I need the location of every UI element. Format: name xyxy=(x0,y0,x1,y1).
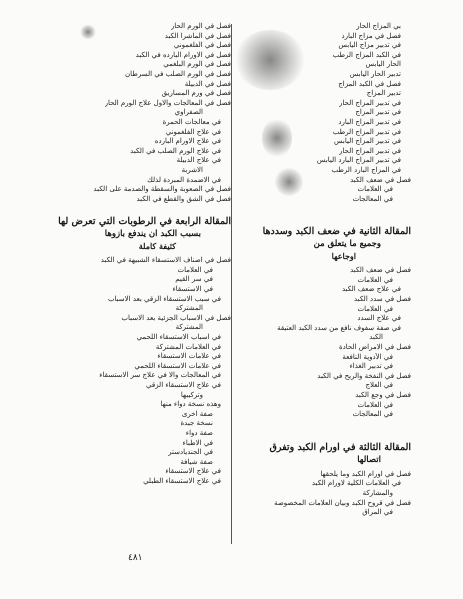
heading-line: المقالة الثانية في ضعف الكبد وسددها xyxy=(262,226,411,238)
heading-line: وجميع ما يتعلق من xyxy=(313,239,381,250)
toc-entry-title: في صفة سفوف نافع من سدد الكبد العتيقة xyxy=(277,323,401,332)
toc-entry-title: المشتركة xyxy=(175,323,203,332)
toc-entry-title: في تدبير المزاج اليابس xyxy=(333,137,401,146)
toc-entry-title: فصل في ورم المساريق xyxy=(161,89,231,98)
toc-entry xyxy=(53,371,231,381)
toc-entry-title: في اسباب الاستسقاء اللحمي xyxy=(136,333,221,342)
toc-entry xyxy=(233,314,411,324)
toc-entry-title: في المزاج البارد الرطب xyxy=(331,165,401,174)
toc-entry xyxy=(233,401,411,411)
toc-entry xyxy=(233,32,411,42)
page-number: ٤٨١ xyxy=(128,553,143,563)
toc-entry-title: في تدبير المزاج الحار xyxy=(339,146,401,155)
toc-entry xyxy=(53,32,231,42)
toc-entry xyxy=(233,470,411,480)
toc-entry xyxy=(233,285,411,295)
toc-entry xyxy=(53,195,231,205)
toc-entry xyxy=(53,295,231,305)
toc-list xyxy=(233,266,411,420)
toc-entry xyxy=(53,176,231,186)
toc-entry xyxy=(233,137,411,147)
toc-entry xyxy=(53,70,231,80)
toc-entry-title: تدبير الحار اليابس xyxy=(349,69,401,78)
toc-entry xyxy=(53,314,231,324)
toc-entry xyxy=(233,41,411,51)
toc-entry-title: في العلامات xyxy=(357,304,393,313)
toc-entry xyxy=(53,51,231,61)
toc-entry xyxy=(233,381,411,391)
toc-entry-title: في الاطباء xyxy=(182,438,213,447)
toc-entry xyxy=(233,99,411,109)
toc-entry-title: في علاج الورم الصلب في الكبد xyxy=(130,146,221,155)
toc-list xyxy=(53,22,231,204)
toc-entry-title: في علاج الفلغموني xyxy=(165,127,221,136)
toc-entry-title: فصل في قروح الكبد وبيان العلامات المخصوصة xyxy=(274,498,411,507)
toc-entry-title: في الأدوية النافعة xyxy=(342,352,393,361)
toc-entry xyxy=(233,324,411,334)
toc-entry-title: في المعالجات xyxy=(352,410,393,419)
toc-entry-title: في العلامات xyxy=(357,400,393,409)
toc-entry xyxy=(233,22,411,32)
toc-entry-title: في معالجات الحمرة xyxy=(162,117,221,126)
toc-entry xyxy=(233,305,411,315)
toc-entry xyxy=(53,147,231,157)
toc-entry xyxy=(233,51,411,61)
toc-entry xyxy=(53,89,231,99)
toc-list xyxy=(53,256,231,486)
toc-entry-title: الكبد xyxy=(369,333,383,342)
toc-entry-title: فصل في الامراض الحادة xyxy=(338,343,411,352)
toc-entry-title: فصل في ضعف الكبد xyxy=(350,175,411,184)
heading-line: المقالة الرابعة في الرطوبات التي تعرض لها xyxy=(58,216,231,228)
toc-entry-title: المشتركة xyxy=(175,304,203,313)
toc-entry-title: في المعالجات xyxy=(352,194,393,203)
toc-entry xyxy=(233,60,411,70)
toc-entry-title: الاشربة xyxy=(181,165,203,174)
toc-entry-title: فصل في الدبيلة xyxy=(184,79,231,88)
toc-entry-title: وتركيبها xyxy=(180,390,203,399)
toc-entry-title: والمشاركة xyxy=(362,488,393,497)
toc-entry-title: في العلامات xyxy=(357,185,393,194)
toc-entry xyxy=(53,60,231,70)
toc-entry xyxy=(53,80,231,90)
toc-entry xyxy=(233,89,411,99)
heading-line: كثيفة كاملة xyxy=(138,241,176,252)
toc-entry xyxy=(53,400,231,410)
toc-entry xyxy=(53,22,231,32)
toc-entry-title: فصل في الفلغموني xyxy=(173,41,231,50)
toc-entry-title: فصل في الورم الصلب في السرطان xyxy=(125,69,231,78)
toc-entry-title: في العلاج xyxy=(365,381,393,390)
toc-entry-title: في علامات الاستسقاء اللحمي xyxy=(134,361,221,370)
toc-entry-title: في العلامات الكلية لاورام الكبد xyxy=(311,479,401,488)
toc-entry xyxy=(53,275,231,285)
toc-entry xyxy=(53,304,231,314)
toc-entry-title: فصل في الصعوبة والسقطة والصدمة على الكبد xyxy=(93,185,231,194)
section-heading xyxy=(233,226,411,262)
toc-entry-title: صفة اخرى xyxy=(181,409,213,418)
toc-entry xyxy=(53,352,231,362)
toc-entry-title: في علامات الاستسقاء xyxy=(157,352,221,361)
toc-entry-title: فصل في اصناف الاستسقاء الشبيهة في الكبد xyxy=(100,256,231,265)
toc-entry xyxy=(233,508,411,518)
toc-entry xyxy=(53,381,231,391)
toc-entry xyxy=(53,439,231,449)
toc-entry-title: فصل في اورام الكبد وما يلحقها xyxy=(320,469,411,478)
toc-entry xyxy=(233,156,411,166)
toc-entry xyxy=(53,166,231,176)
toc-entry xyxy=(53,362,231,372)
toc-entry xyxy=(53,391,231,401)
toc-entry xyxy=(53,256,231,266)
toc-entry xyxy=(53,419,231,429)
toc-entry-title: في الكبد المزاج الرطب xyxy=(332,50,401,59)
toc-entry-title: فصل في الورم الحار xyxy=(170,22,231,30)
toc-entry-title: في تدبير المزاج البارد xyxy=(338,117,401,126)
toc-entry-title: فصل في الكبد المزاج xyxy=(338,79,401,88)
toc-entry xyxy=(233,147,411,157)
toc-entry-title: فصل في ضعف الكبد xyxy=(350,266,411,275)
toc-list xyxy=(233,22,411,204)
toc-entry xyxy=(53,343,231,353)
toc-entry-title: فصل في الماشرا الكبد xyxy=(164,31,231,40)
toc-column-left xyxy=(53,22,231,487)
toc-entry xyxy=(53,285,231,295)
toc-entry-title: فصل في وجع الكبد xyxy=(355,391,411,399)
toc-entry xyxy=(53,448,231,458)
toc-entry xyxy=(53,458,231,468)
toc-entry xyxy=(233,70,411,80)
toc-entry xyxy=(53,185,231,195)
toc-entry xyxy=(233,276,411,286)
toc-entry xyxy=(233,266,411,276)
heading-line: اتصالها xyxy=(357,454,381,465)
toc-entry xyxy=(233,118,411,128)
toc-entry xyxy=(53,429,231,439)
toc-entry-title: فصل في النفخة والريح في الكبد xyxy=(317,371,411,380)
toc-entry-title: في الجنديادستر xyxy=(168,448,213,457)
toc-entry xyxy=(233,391,411,401)
toc-entry-title: فصل في الورم البلغمي xyxy=(163,60,231,69)
heading-line: بسبب الكبد ان يندفع بازوها xyxy=(104,229,201,240)
toc-entry xyxy=(53,477,231,487)
toc-entry xyxy=(53,410,231,420)
toc-entry xyxy=(53,333,231,343)
heading-line: المقالة الثالثة في اورام الكبد وتفرق xyxy=(269,441,411,453)
toc-entry-title: في سبب الاستسقاء الزقي بعد الاسباب xyxy=(107,294,221,303)
toc-entry-title: في علاج الاورام البارده xyxy=(154,137,221,146)
toc-entry-title: فصل في سدد الكبد xyxy=(354,295,411,304)
toc-entry xyxy=(53,108,231,118)
toc-entry-title: الحار اليابس xyxy=(365,60,401,69)
toc-entry xyxy=(53,467,231,477)
toc-entry xyxy=(233,108,411,118)
toc-entry xyxy=(233,410,411,420)
toc-column-right xyxy=(233,22,411,518)
toc-entry-title: فصل في المعالجات والاول علاج الورم الحار xyxy=(104,98,231,107)
toc-entry-title: الصفراوي xyxy=(174,108,203,117)
toc-entry xyxy=(233,195,411,205)
toc-entry-title: في سر القيم xyxy=(175,275,213,284)
toc-entry xyxy=(53,156,231,166)
toc-entry xyxy=(233,343,411,353)
toc-list xyxy=(233,470,411,518)
toc-entry-title: فصل في الاورام البارده في الكبد xyxy=(135,50,231,59)
toc-entry-title: وهذه نسخة دواء منها xyxy=(160,400,221,409)
toc-entry-title: صفة دواء xyxy=(185,428,213,437)
toc-entry-title: في علاج الدبيلة xyxy=(176,156,221,165)
toc-entry-title: في علاج الاستسقاء الزقي xyxy=(146,381,221,389)
toc-entry-title: في العلامات xyxy=(357,275,393,284)
column-divider xyxy=(231,24,232,544)
toc-entry xyxy=(233,166,411,176)
toc-entry-title: فصل في الاسباب الجزئية بعد الاسباب xyxy=(121,313,231,322)
toc-entry-title: في تدبير المزاج البارد اليابس xyxy=(316,156,401,165)
toc-entry-title: في الاضمدة المبردة لذلك xyxy=(147,175,221,184)
toc-entry xyxy=(233,295,411,305)
toc-entry xyxy=(53,118,231,128)
toc-entry-title: في المعالجات والا في علاج سر الاستسقاء xyxy=(99,371,221,380)
toc-entry xyxy=(53,41,231,51)
section-heading xyxy=(233,442,411,466)
toc-entry xyxy=(53,137,231,147)
toc-entry-title: في تدبير المزاج الحار xyxy=(339,98,401,107)
toc-entry xyxy=(233,333,411,343)
toc-entry xyxy=(233,353,411,363)
toc-entry-title: في العلامات xyxy=(177,265,213,274)
toc-entry-title: في علاج ضعف الكبد xyxy=(341,285,401,294)
toc-entry xyxy=(53,99,231,109)
toc-entry xyxy=(233,176,411,186)
toc-entry-title: بي المزاج الحار xyxy=(356,22,401,30)
toc-entry-title: في علاج الاستسقاء xyxy=(165,467,221,476)
toc-entry xyxy=(53,323,231,333)
toc-entry-title: في الاستسقاء xyxy=(172,285,213,294)
toc-entry-title: صفة شيافة xyxy=(180,457,213,466)
toc-entry xyxy=(233,362,411,372)
section-heading xyxy=(53,216,231,252)
toc-entry-title: في تدبير مزاج اليابس xyxy=(338,41,401,50)
toc-entry xyxy=(233,499,411,509)
toc-entry-title: في العلامات المشتركة xyxy=(155,342,221,351)
toc-entry xyxy=(233,479,411,489)
toc-entry-title: تدبير المزاج xyxy=(366,89,401,98)
toc-entry xyxy=(233,372,411,382)
toc-entry xyxy=(53,266,231,276)
toc-entry-title: في تدبير الغذاء xyxy=(349,362,393,371)
toc-entry-title: فصل في الشق والقطع في الكبد xyxy=(136,194,231,203)
toc-entry-title: في تدبير المزاج الرطب xyxy=(332,127,401,136)
toc-entry-title: في علاج الاستسقاء الطبلي xyxy=(143,476,221,485)
toc-entry-title: في تدبير المزاج xyxy=(355,108,401,117)
toc-entry xyxy=(233,128,411,138)
toc-entry-title: في المراق xyxy=(362,508,393,517)
heading-line: اوجاعها xyxy=(331,251,356,262)
toc-entry-title: نسخة جيدة xyxy=(180,419,213,428)
toc-entry xyxy=(233,185,411,195)
toc-entry xyxy=(233,489,411,499)
toc-entry xyxy=(53,128,231,138)
toc-entry xyxy=(233,80,411,90)
toc-entry-title: فصل في مزاج البارد xyxy=(341,31,401,40)
toc-entry-title: في علاج السدد xyxy=(357,314,401,323)
